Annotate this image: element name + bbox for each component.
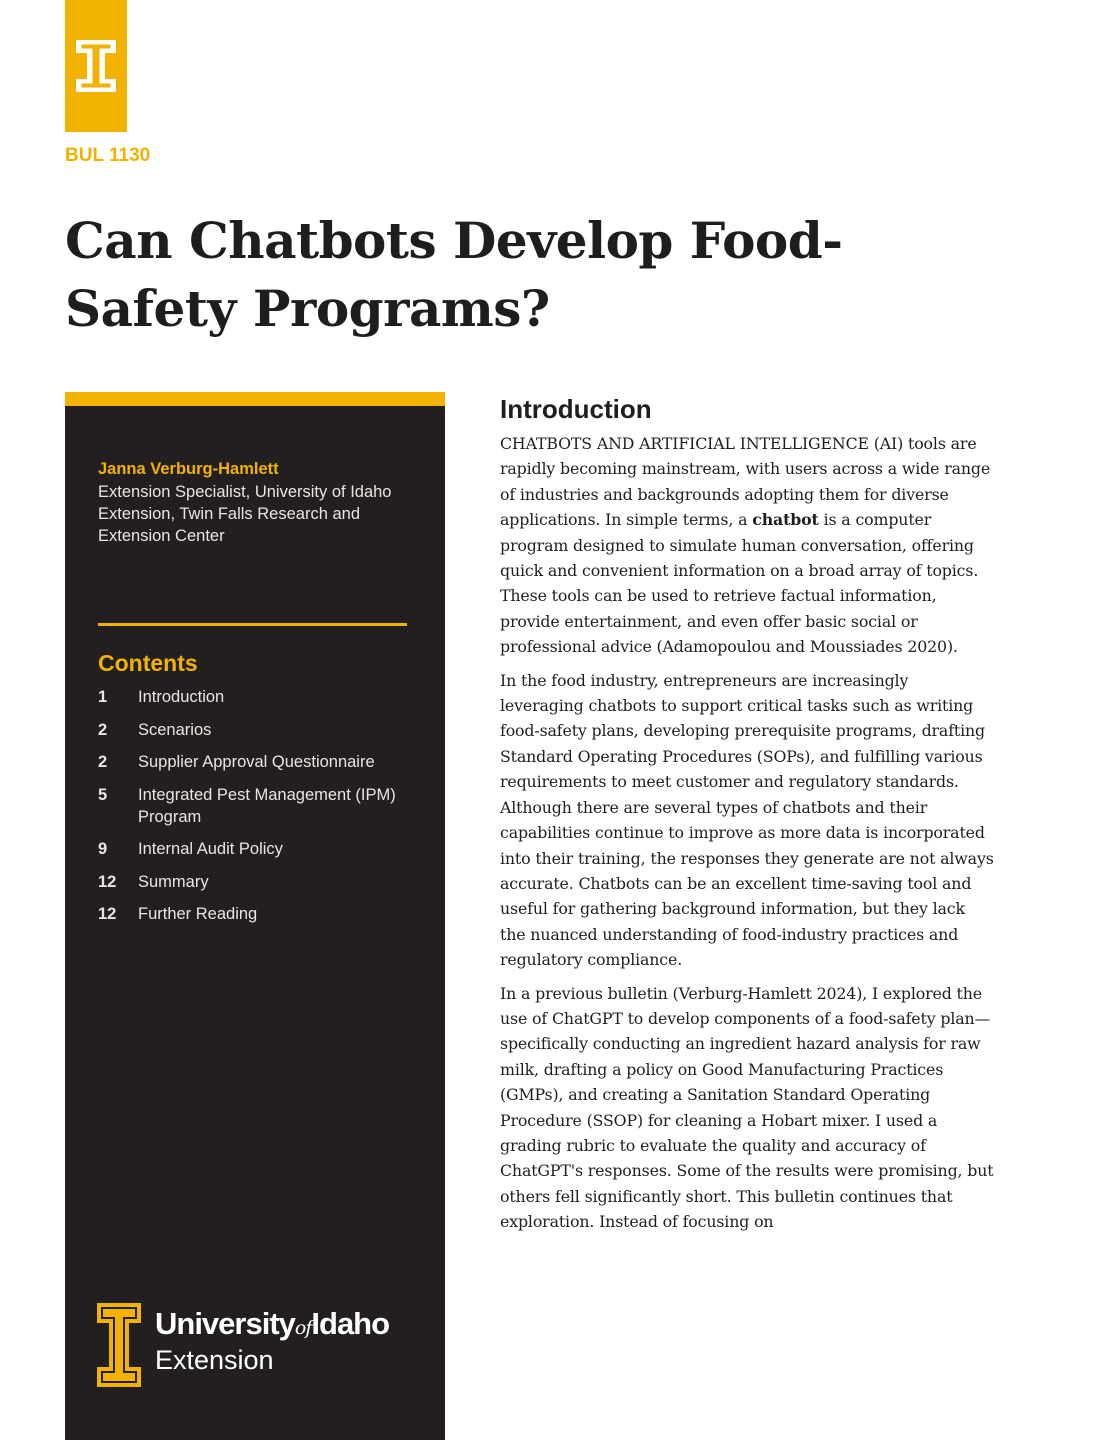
toc-item[interactable] (98, 686, 418, 708)
toc-label: Scenarios (138, 720, 212, 739)
toc-page-number: 1 (98, 688, 108, 706)
main-content (500, 390, 995, 1243)
logo-of: of (294, 1317, 312, 1339)
paragraph-lead: CHATBOTS AND ARTIFICIAL INTELLIGENCE (AI) tools are rapidly becoming mainstream, with users across a wide range of industries and backgrounds adopting them for diverse applications. In simple terms, a (500, 434, 991, 530)
toc-item[interactable] (98, 719, 418, 741)
top-logo-tab (65, 0, 127, 132)
paragraph: In the food industry, entrepreneurs are increasingly leveraging chatbots to support critical tasks such as writing food-safety plans, developing prerequisite programs, drafting Standard Operating Procedures (SOPs), and fulfilling various requirements to meet customer and regulatory standards. Although there are several types of chatbots and their capabilities continue to improve as more data is incorporated into their training, the responses they generate are not always accurate. Chatbots can be an excellent time-saving tool and useful for gathering background information, but they lack the nuanced understanding of food-industry practices and regulatory compliance. (500, 670, 994, 970)
page-title: Can Chatbots Develop Food-Safety Programs? (65, 211, 843, 338)
paragraph: In a previous bulletin (Verburg-Hamlett 2024), I explored the use of ChatGPT to develop components of a food-safety plan—specifically conducting an ingredient hazard analysis for raw milk, drafting a policy on Good Manufacturing Practices (GMPs), and creating a Sanitation Standard Operating Procedure (SSOP) for cleaning a Hobart mixer. I used a grading rubric to evaluate the quality and accuracy of ChatGPT's responses. Some of the results were promising, but others fell significantly short. This bulletin continues that exploration. Instead of focusing on (500, 983, 994, 1232)
paragraph (500, 431, 995, 660)
logo-extension: Extension (155, 1345, 274, 1375)
university-logo (97, 1303, 389, 1387)
toc-item[interactable] (98, 871, 418, 893)
toc-label: Internal Audit Policy (138, 840, 283, 858)
bulletin-number: BUL 1130 (65, 145, 151, 166)
author-block (98, 458, 418, 547)
author-name: Janna Verburg-Hamlett (98, 460, 279, 478)
toc-page-number: 12 (98, 872, 117, 891)
toc-item[interactable] (98, 838, 418, 860)
term-chatbot: chatbot (752, 510, 819, 530)
toc-label: Supplier Approval Questionnaire (138, 753, 375, 771)
toc-label: Further Reading (138, 905, 258, 923)
toc-page-number: 5 (98, 785, 108, 804)
section-heading: Introduction (500, 394, 652, 424)
logo-wordmark (155, 1303, 389, 1375)
author-affiliation: Extension Specialist, University of Idaho Extension, Twin Falls Research and Extension Center (98, 483, 392, 545)
toc-page-number: 2 (98, 753, 108, 771)
block-i-logo-icon (97, 1303, 141, 1387)
table-of-contents (98, 686, 418, 936)
toc-item[interactable] (98, 784, 418, 828)
toc-item[interactable] (98, 751, 418, 773)
divider (98, 623, 407, 626)
toc-label: Integrated Pest Management (IPM) Program (138, 785, 396, 826)
toc-page-number: 12 (98, 905, 117, 923)
paragraph-rest: is a computer program designed to simulate human conversation, offering quick and convenient information on a broad array of topics. These tools can be used to retrieve factual information, provide entertainment, and even offer basic social or professional advice (Adamopoulou and Moussiades 2020). (500, 510, 979, 657)
toc-item[interactable] (98, 903, 418, 925)
contents-heading: Contents (98, 650, 198, 676)
toc-page-number: 2 (98, 720, 108, 739)
logo-university: University (155, 1306, 295, 1341)
toc-label: Introduction (138, 688, 225, 706)
sidebar (65, 392, 445, 1440)
toc-page-number: 9 (98, 840, 108, 858)
logo-idaho: Idaho (311, 1306, 390, 1341)
block-i-icon (76, 40, 116, 92)
toc-label: Summary (138, 872, 209, 891)
